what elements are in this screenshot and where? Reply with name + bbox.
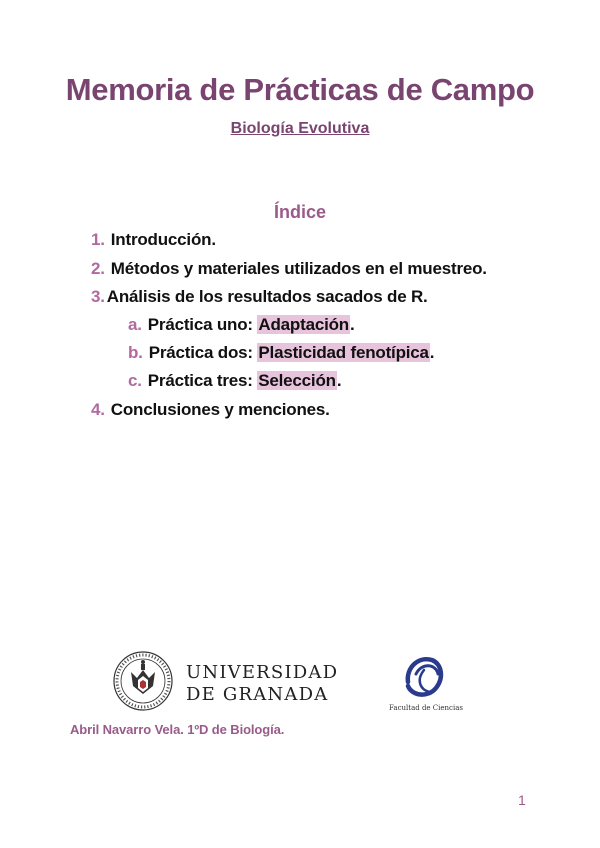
faculty-caption: Facultad de Ciencias bbox=[389, 704, 463, 712]
toc-item-prefix: Práctica dos: bbox=[148, 343, 258, 362]
author-line: Abril Navarro Vela. 1ºD de Biología. bbox=[70, 722, 285, 737]
faculty-emblem-icon bbox=[402, 652, 446, 700]
toc-item-number: 1. bbox=[91, 230, 105, 249]
toc-item-letter: c. bbox=[128, 371, 142, 390]
university-name-line1: UNIVERSIDAD bbox=[186, 662, 339, 683]
document-subtitle: Biología Evolutiva bbox=[230, 120, 370, 137]
highlighted-topic: Plasticidad fenotípica bbox=[258, 343, 429, 362]
toc-item-analisis[interactable] bbox=[91, 287, 428, 307]
page-number: 1 bbox=[518, 792, 526, 808]
toc-subitem-adaptacion[interactable] bbox=[128, 315, 355, 335]
toc-item-number: 3. bbox=[91, 287, 105, 306]
toc-item-number: 4. bbox=[91, 400, 105, 419]
toc-item-letter: a. bbox=[128, 315, 142, 334]
toc-item-text: Conclusiones y menciones. bbox=[110, 400, 330, 419]
toc-item-suffix: . bbox=[429, 343, 435, 362]
toc-item-conclusiones[interactable] bbox=[91, 400, 330, 420]
index-heading: Índice bbox=[273, 202, 326, 222]
toc-subitem-seleccion[interactable] bbox=[128, 371, 341, 391]
toc-item-suffix: . bbox=[349, 315, 355, 334]
toc-item-letter: b. bbox=[128, 343, 143, 362]
university-name-line2: DE GRANADA bbox=[186, 684, 329, 705]
university-of-granada-logo bbox=[112, 650, 339, 714]
toc-item-prefix: Práctica tres: bbox=[147, 371, 258, 390]
faculty-of-sciences-logo bbox=[386, 650, 466, 720]
toc-item-suffix: . bbox=[336, 371, 342, 390]
toc-item-number: 2. bbox=[91, 259, 105, 278]
toc-item-prefix: Práctica uno: bbox=[147, 315, 258, 334]
highlighted-topic: Adaptación bbox=[258, 315, 349, 334]
toc-item-text: Métodos y materiales utilizados en el muestreo. bbox=[110, 259, 487, 278]
highlighted-topic: Selección bbox=[258, 371, 336, 390]
toc-item-metodos[interactable] bbox=[91, 259, 487, 279]
toc-item-introduccion[interactable] bbox=[91, 230, 216, 250]
toc-subitem-plasticidad[interactable] bbox=[128, 343, 434, 363]
document-title: Memoria de Prácticas de Campo bbox=[65, 72, 535, 107]
toc-item-text: Análisis de los resultados sacados de R. bbox=[106, 287, 428, 306]
university-seal-icon bbox=[112, 650, 174, 712]
toc-item-text: Introducción. bbox=[110, 230, 216, 249]
